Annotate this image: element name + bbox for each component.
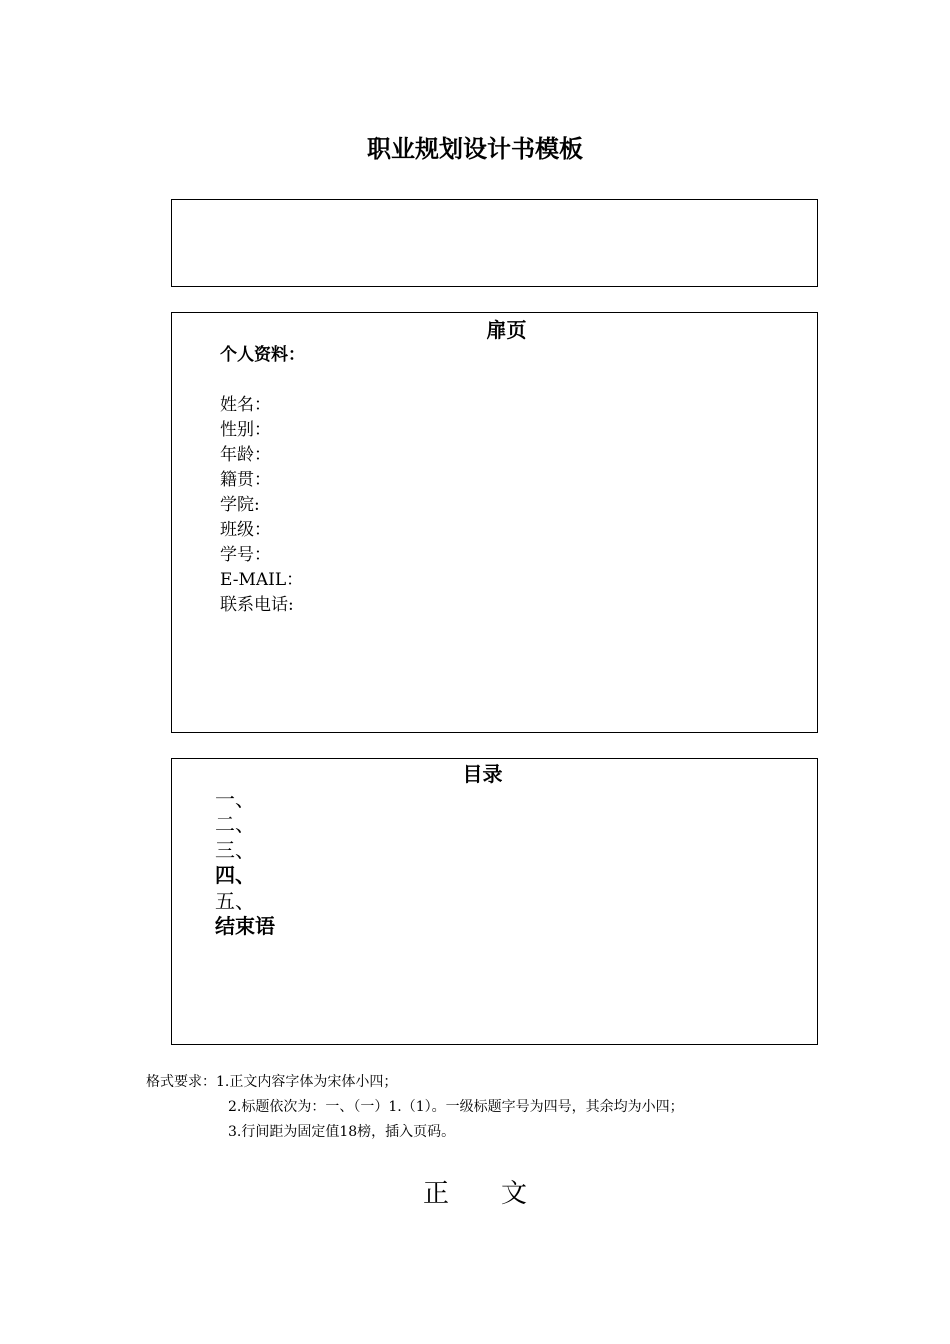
format-line-2: 2.标题依次为：一、（一）1.（1）。一级标题字号为四号，其余均为小四；: [228, 1099, 684, 1115]
cover-page-box: [171, 312, 818, 733]
toc-item-conclusion: 结束语: [215, 913, 275, 938]
toc-item-2: 二、: [215, 812, 255, 837]
toc-heading: 目录: [462, 762, 503, 786]
empty-header-box: [171, 199, 818, 287]
personal-field-list: [220, 393, 303, 618]
field-student-id: 学号：: [220, 545, 271, 565]
toc-item-1: 一、: [215, 787, 255, 811]
field-phone: 联系电话:: [220, 595, 294, 615]
toc-item-3: 三、: [215, 837, 255, 862]
field-class: 班级：: [220, 520, 271, 540]
field-email: E-MAIL：: [220, 570, 304, 590]
document-title: 职业规划设计书模板: [367, 135, 583, 163]
format-line-1: 格式要求：1.正文内容字体为宋体小四；: [146, 1074, 398, 1090]
body-heading-char-2: 文: [501, 1179, 528, 1209]
body-heading-char-1: 正: [422, 1179, 449, 1209]
field-gender: 性别：: [220, 420, 271, 440]
body-heading: [0, 1176, 950, 1212]
toc-item-4: 四、: [215, 863, 255, 888]
field-college: 学院:: [220, 495, 260, 515]
table-of-contents-box: [171, 758, 818, 1045]
field-hometown: 籍贯：: [220, 470, 271, 490]
format-requirements: [146, 1070, 684, 1145]
field-age: 年龄：: [220, 445, 271, 465]
toc-item-5: 五、: [215, 888, 255, 913]
format-line-3: 3.行间距为固定值18榜，插入页码。: [228, 1124, 456, 1140]
cover-heading: 扉页: [486, 318, 527, 342]
toc-list: [215, 787, 275, 939]
personal-info-label: 个人资料：: [220, 345, 305, 365]
field-name: 姓名：: [220, 395, 271, 415]
